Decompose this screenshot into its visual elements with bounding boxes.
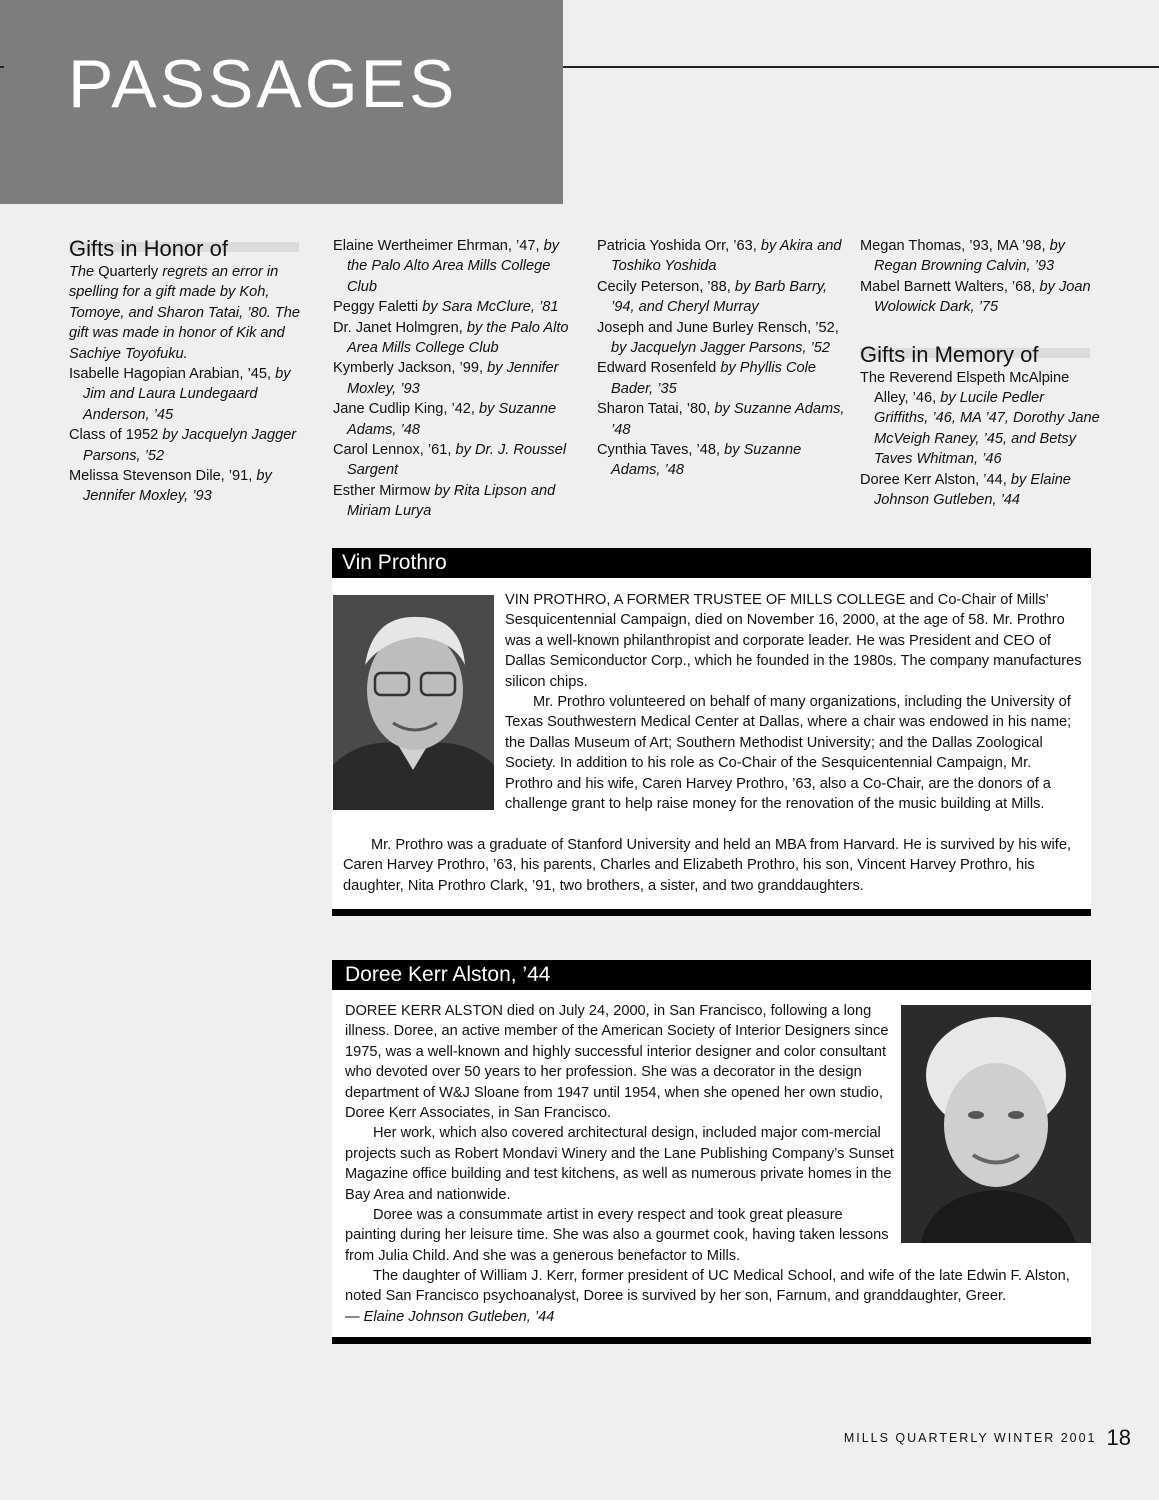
- obituary-alston: [332, 960, 1091, 1344]
- obituary-text-top: [505, 590, 1083, 814]
- page-title: PASSAGES: [68, 46, 458, 122]
- list-item: Jane Cudlip King, ’42, by Suzanne Adams, ’48: [333, 401, 557, 438]
- obituary-title: Vin Prothro: [332, 548, 1091, 578]
- divider: [563, 66, 1159, 68]
- column-gifts-3: [597, 236, 847, 481]
- obituary-text-bottom: [345, 1266, 1083, 1327]
- list-item: The Reverend Elspeth McAlpine Alley, ’46, by Lucile Pedler Griffiths, ’46, MA ’47, Dorothy Jane McVeigh Raney, ’45, and Betsy Taves Whitman, ’46: [860, 369, 1100, 468]
- section-heading: Gifts in Honor of: [69, 236, 304, 262]
- obituary-text-top: [345, 1001, 895, 1266]
- list-item: Peggy Faletti by Sara McClure, ’81: [333, 299, 559, 316]
- list-item: Carol Lennox, ’61, by Dr. J. Roussel Sargent: [333, 442, 567, 479]
- correction-note: The Quarterly regrets an error in spelling for a gift made by Koh, Tomoye, and Sharon Tatai, ’80. The gift was made in honor of Kik and Sachiye Toyofuku.: [69, 264, 300, 362]
- paragraph: VIN PROTHRO, A FORMER TRUSTEE OF MILLS COLLEGE and Co-Chair of Mills’ Sesquicentennial Campaign, died on November 16, 2000, at the age of 58. Mr. Prothro was a well-known philanthropist and corporate leader. He was President and CEO of Dallas Semiconductor Corp., which he founded in the 1980s. The company manufactures silicon chips.: [505, 592, 1082, 690]
- paragraph: Mr. Prothro was a graduate of Stanford University and held an MBA from Harvard. He is survived by his wife, Caren Harvey Prothro, ’63, his parents, Charles and Elizabeth Prothro, his son, Vincent Harvey Prothro, his daughter, Nita Prothro Clark, ’91, two brothers, a sister, and two granddaughters.: [343, 837, 1071, 894]
- portrait-photo: [901, 1005, 1091, 1243]
- list-item: Isabelle Hagopian Arabian, ’45, by Jim and Laura Lundegaard Anderson, ’45: [69, 366, 291, 423]
- list-item: Megan Thomas, ’93, MA ’98, by Regan Browning Calvin, ’93: [860, 238, 1065, 275]
- column-gifts-4: [860, 236, 1100, 510]
- paragraph: Doree was a consummate artist in every respect and took great pleasure painting during her leisure time. She was also a gourmet cook, having taken lessons from Julia Child. And she was a generous benefactor to Mills.: [345, 1207, 889, 1264]
- paragraph: Her work, which also covered architectural design, included major com-mercial projects such as Robert Mondavi Winery and the Lane Publishing Company’s Sunset Magazine office building and test kitchens, as well as numerous private homes in the Bay Area and nationwide.: [345, 1125, 894, 1203]
- list-item: Cynthia Taves, ’48, by Suzanne Adams, ’48: [597, 442, 802, 479]
- list-item: Class of 1952 by Jacquelyn Jagger Parsons, ’52: [69, 427, 297, 464]
- list-item: Melissa Stevenson Dile, ’91, by Jennifer Moxley, ’93: [69, 468, 272, 505]
- list-item: Mabel Barnett Walters, ’68, by Joan Wolowick Dark, ’75: [860, 278, 1091, 316]
- list-item: Kymberly Jackson, ’99, by Jennifer Moxley, ’93: [333, 360, 559, 397]
- author-signature: — Elaine Johnson Gutleben, ’44: [345, 1308, 555, 1325]
- paragraph: Mr. Prothro volunteered on behalf of many organizations, including the University of Texas Southwestern Medical Center at Dallas, where a chair was endowed in his name; the Dallas Museum of Art; Southern Methodist University; and the Dallas Zoological Society. In addition to his role as Co-Chair of the Sesquicentennial Campaign, Mr. Prothro and his wife, Caren Harvey Prothro, ’63, also a Co-Chair, are the donors of a challenge grant to help raise money for the renovation of the music building at Mills.: [505, 694, 1072, 813]
- divider: [332, 1337, 1091, 1344]
- obituary-prothro: [332, 548, 1091, 916]
- portrait-photo: [333, 595, 494, 810]
- list-item: Joseph and June Burley Rensch, ’52, by Jacquelyn Jagger Parsons, ’52: [597, 319, 839, 357]
- page-number: 18: [1106, 1425, 1131, 1450]
- divider: [0, 66, 4, 68]
- list-item: Edward Rosenfeld by Phyllis Cole Bader, ’35: [597, 360, 817, 397]
- list-item: Elaine Wertheimer Ehrman, ’47, by the Palo Alto Area Mills College Club: [333, 238, 560, 295]
- list-item: Esther Mirmow by Rita Lipson and Miriam Lurya: [333, 482, 556, 520]
- column-gifts-in-honor: [69, 236, 304, 507]
- paragraph: DOREE KERR ALSTON died on July 24, 2000, in San Francisco, following a long illness. Doree, an active member of the American Society of Interior Designers since 1975, was a well-known and highly successful interior designer and color consultant who devoted over 50 years to her profession. She was a decorator in the design department of W&J Sloane from 1947 until 1954, when she opened her own studio, Doree Kerr Associates, in San Francisco.: [345, 1003, 889, 1122]
- publication-name: MILLS QUARTERLY WINTER 2001: [843, 1431, 1097, 1445]
- list-item: Cecily Peterson, ’88, by Barb Barry, ’94, and Cheryl Murray: [597, 278, 828, 316]
- list-item: Dr. Janet Holmgren, by the Palo Alto Area Mills College Club: [333, 319, 569, 357]
- section-heading: Gifts in Memory of: [860, 342, 1100, 368]
- portrait-image: [333, 595, 494, 810]
- divider: [332, 909, 1091, 916]
- paragraph: The daughter of William J. Kerr, former president of UC Medical School, and wife of the late Edwin F. Alston, noted San Francisco psychoanalyst, Doree is survived by her son, Farnum, and granddaughter, Greer.: [345, 1268, 1070, 1305]
- obituary-title: Doree Kerr Alston, ’44: [332, 960, 1091, 990]
- list-item: Sharon Tatai, ’80, by Suzanne Adams, ’48: [597, 401, 845, 438]
- masthead: [0, 0, 563, 204]
- page-footer: [844, 1425, 1131, 1451]
- column-gifts-2: [333, 236, 583, 522]
- obituary-text-bottom: [343, 835, 1083, 896]
- list-item: Doree Kerr Alston, ’44, by Elaine Johnson Gutleben, ’44: [860, 471, 1071, 509]
- list-item: Patricia Yoshida Orr, ’63, by Akira and Toshiko Yoshida: [597, 238, 842, 275]
- portrait-image: [901, 1005, 1091, 1243]
